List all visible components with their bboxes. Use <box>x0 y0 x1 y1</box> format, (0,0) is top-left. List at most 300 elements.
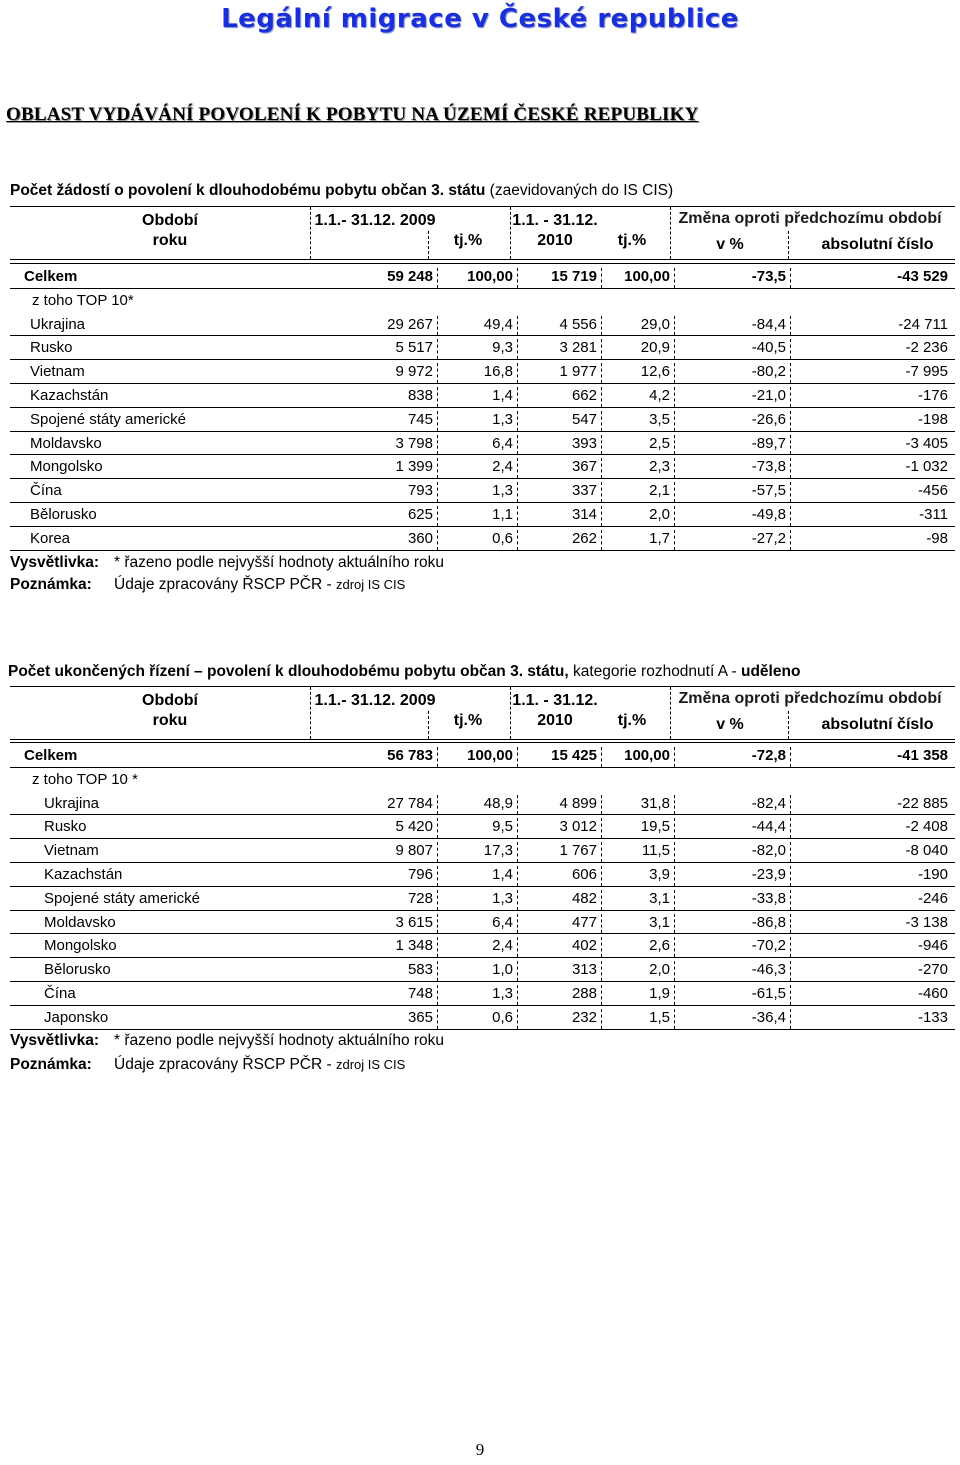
cell-v2010 <box>517 768 597 791</box>
cell-p2010: 19,5 <box>640 818 670 836</box>
cell-p2010: 2,0 <box>649 506 670 523</box>
column-divider <box>790 747 791 767</box>
cell-v2009: 9 972 <box>395 363 433 381</box>
cell-v2010: 1 977 <box>559 363 597 381</box>
cell-p2010: 29,0 <box>640 315 670 333</box>
page-number: 9 <box>475 1440 485 1459</box>
cell-p2009: 100,00 <box>467 747 513 764</box>
cell-v2009: 29 267 <box>387 315 433 333</box>
cell-chg <box>676 768 786 791</box>
column-divider <box>517 795 518 815</box>
header-separator <box>310 687 311 739</box>
cell-abs: -41 358 <box>897 747 948 764</box>
column-divider <box>674 985 675 1005</box>
cell-chg: -23,9 <box>751 866 786 883</box>
cell-v2009: 59 248 <box>387 268 433 285</box>
cell-chg: -26,6 <box>751 410 786 428</box>
cell-p2009 <box>433 768 513 791</box>
column-divider <box>601 961 602 981</box>
cell-p2009: 2,4 <box>492 458 513 476</box>
header-change-pct: v % <box>716 236 744 253</box>
cell-abs: -190 <box>917 866 948 883</box>
cell-v2010: 3 012 <box>559 818 597 836</box>
column-divider <box>437 530 438 550</box>
cell-p2010: 20,9 <box>640 339 670 357</box>
table-row <box>10 527 955 550</box>
column-divider <box>790 268 791 288</box>
column-divider <box>437 747 438 767</box>
cell-p2009: 1,4 <box>492 866 513 883</box>
cell-p2010: 2,5 <box>649 434 670 452</box>
row-divider <box>10 742 955 743</box>
header-2010: 1.1. - 31.12. 2010 <box>512 212 598 249</box>
cell-v2009: 625 <box>407 506 433 523</box>
note-label: Vysvětlivka: <box>10 554 100 571</box>
cell-chg: -89,7 <box>751 434 786 452</box>
column-divider <box>674 506 675 526</box>
cell-p2009: 6,4 <box>492 913 513 931</box>
column-divider <box>437 316 438 336</box>
cell-abs: -270 <box>917 961 948 979</box>
column-divider <box>790 363 791 383</box>
cell-p2010: 3,5 <box>649 410 670 428</box>
cell-abs: -311 <box>919 506 948 523</box>
column-divider <box>674 411 675 431</box>
column-divider <box>517 506 518 526</box>
cell-abs: -1 032 <box>905 458 948 476</box>
column-divider <box>790 458 791 478</box>
column-divider <box>601 866 602 886</box>
cell-v2010: 3 281 <box>559 339 597 357</box>
cell-p2009: 0,6 <box>492 1008 513 1026</box>
caption-end: uděleno <box>741 663 801 680</box>
column-divider <box>674 961 675 981</box>
remark-note <box>10 1056 405 1074</box>
cell-p2010: 11,5 <box>641 842 670 860</box>
cell-v2009: 9 807 <box>395 842 433 860</box>
cell-p2009: 1,0 <box>492 961 513 979</box>
header-change-abs: absolutní číslo <box>821 236 934 253</box>
cell-abs <box>808 768 948 791</box>
column-divider <box>790 937 791 957</box>
column-divider <box>517 747 518 767</box>
column-divider <box>517 961 518 981</box>
column-divider <box>674 890 675 910</box>
column-divider <box>437 458 438 478</box>
cell-p2009: 0,6 <box>492 529 513 547</box>
cell-v2010: 547 <box>571 410 597 428</box>
row-divider <box>10 1029 955 1030</box>
header-separator <box>788 231 789 259</box>
column-divider <box>601 842 602 862</box>
cell-v2010: 1 767 <box>559 842 597 860</box>
column-divider <box>790 530 791 550</box>
table-row <box>10 863 955 886</box>
column-divider <box>517 363 518 383</box>
column-divider <box>517 866 518 886</box>
header-period: Období roku <box>142 212 198 249</box>
cell-p2010: 2,3 <box>649 458 670 476</box>
cell-p2010: 1,7 <box>649 529 670 547</box>
cell-v2010: 313 <box>571 961 597 979</box>
header-change-abs: absolutní číslo <box>821 716 934 733</box>
column-divider <box>790 961 791 981</box>
column-divider <box>674 339 675 359</box>
caption-rest: kategorie rozhodnutí A - <box>572 663 741 680</box>
column-divider <box>790 1009 791 1029</box>
header-pct-2009: tj.% <box>453 712 483 729</box>
column-divider <box>601 795 602 815</box>
caption-rest: (zaevidovaných do IS CIS) <box>489 182 674 199</box>
table-row <box>10 934 955 957</box>
column-divider <box>517 339 518 359</box>
header-change: Změna oproti předchozímu období <box>678 690 942 707</box>
cell-v2010: 662 <box>571 387 597 404</box>
cell-p2009: 9,5 <box>492 818 513 836</box>
cell-abs: -946 <box>917 937 948 955</box>
table-row <box>10 313 955 336</box>
cell-p2010: 3,1 <box>649 913 670 931</box>
cell-chg: -70,2 <box>751 937 786 955</box>
column-divider <box>601 1009 602 1029</box>
note-source: zdroj IS CIS <box>335 577 406 592</box>
cell-p2010 <box>590 768 670 791</box>
header-2009: 1.1.- 31.12. 2009 <box>314 692 436 709</box>
column-divider <box>674 937 675 957</box>
table-row <box>10 432 955 455</box>
table-row <box>10 768 955 791</box>
column-divider <box>674 482 675 502</box>
cell-p2009: 1,3 <box>492 410 513 428</box>
column-divider <box>517 530 518 550</box>
column-divider <box>517 890 518 910</box>
cell-p2010: 31,8 <box>640 794 670 812</box>
row-label: Vietnam <box>44 842 99 860</box>
column-divider <box>517 458 518 478</box>
cell-v2010: 337 <box>571 482 597 500</box>
header-separator <box>670 207 671 259</box>
note-text: * řazeno podle nejvyšší hodnoty aktuálního roku <box>114 554 445 571</box>
cell-p2010: 100,00 <box>624 268 670 285</box>
column-divider <box>674 387 675 407</box>
table-row <box>10 744 955 767</box>
column-divider <box>437 890 438 910</box>
cell-v2010: 15 719 <box>551 268 597 285</box>
row-label: Bělorusko <box>44 961 111 979</box>
cell-v2009: 745 <box>407 410 433 428</box>
note-label: Vysvětlivka: <box>10 1032 100 1049</box>
table-row <box>10 455 955 478</box>
table-row <box>10 408 955 431</box>
row-label: Japonsko <box>44 1008 109 1026</box>
table-row <box>10 911 955 934</box>
table-row <box>10 336 955 359</box>
column-divider <box>437 818 438 838</box>
cell-v2010 <box>517 289 597 312</box>
cell-p2010: 1,5 <box>649 1008 670 1026</box>
table-row <box>10 982 955 1005</box>
column-divider <box>437 914 438 934</box>
column-divider <box>437 339 438 359</box>
cell-chg <box>676 289 786 312</box>
cell-chg: -72,8 <box>751 747 786 764</box>
column-divider <box>601 435 602 455</box>
column-divider <box>601 985 602 1005</box>
table-row <box>10 503 955 526</box>
row-divider <box>10 550 955 551</box>
row-label: Rusko <box>44 818 87 836</box>
caption-main: Počet žádostí o povolení k dlouhodobému pobytu občan 3. státu <box>10 182 486 199</box>
column-divider <box>601 458 602 478</box>
cell-p2010: 4,2 <box>649 387 670 404</box>
cell-v2009 <box>313 768 433 791</box>
cell-p2009: 1,4 <box>492 387 513 404</box>
row-label: Spojené státy americké <box>44 889 200 907</box>
cell-v2010: 15 425 <box>551 747 597 764</box>
column-divider <box>517 387 518 407</box>
cell-p2009: 1,3 <box>492 889 513 907</box>
column-divider <box>674 818 675 838</box>
column-divider <box>437 937 438 957</box>
cell-chg: -73,8 <box>751 458 786 476</box>
row-divider <box>10 263 955 264</box>
column-divider <box>790 387 791 407</box>
table-header <box>10 686 955 740</box>
cell-p2009 <box>433 289 513 312</box>
header-2010: 1.1. - 31.12. 2010 <box>512 692 598 729</box>
column-divider <box>517 1009 518 1029</box>
cell-v2009 <box>313 289 433 312</box>
header-pct-2009: tj.% <box>453 232 483 249</box>
table-row <box>10 1006 955 1029</box>
cell-abs: -246 <box>917 889 948 907</box>
column-divider <box>674 363 675 383</box>
cell-chg: -49,8 <box>751 506 786 523</box>
note-label: Poznámka: <box>10 1056 92 1073</box>
cell-chg: -80,2 <box>751 363 786 381</box>
cell-v2010: 402 <box>571 937 597 955</box>
column-divider <box>674 316 675 336</box>
cell-p2010: 3,9 <box>649 866 670 883</box>
table-row <box>10 887 955 910</box>
cell-abs: -43 529 <box>897 268 948 285</box>
cell-abs: -98 <box>926 529 948 547</box>
column-divider <box>790 482 791 502</box>
row-label: z toho TOP 10 * <box>32 770 138 788</box>
table-header <box>10 206 955 260</box>
column-divider <box>790 866 791 886</box>
remark-note <box>10 576 405 594</box>
column-divider <box>601 363 602 383</box>
column-divider <box>437 363 438 383</box>
cell-p2009: 1,3 <box>492 482 513 500</box>
column-divider <box>437 268 438 288</box>
cell-p2009: 9,3 <box>492 339 513 357</box>
column-divider <box>437 435 438 455</box>
cell-p2010: 2,6 <box>649 937 670 955</box>
explanation-note <box>10 1032 444 1050</box>
cell-chg: -86,8 <box>751 913 786 931</box>
cell-v2009: 748 <box>407 985 433 1002</box>
column-divider <box>790 795 791 815</box>
column-divider <box>674 1009 675 1029</box>
cell-abs: -456 <box>917 482 948 500</box>
cell-v2009: 3 615 <box>395 913 433 931</box>
cell-abs: -460 <box>917 985 948 1002</box>
cell-v2010: 477 <box>571 913 597 931</box>
header-separator <box>310 207 311 259</box>
row-label: Spojené státy americké <box>30 410 186 428</box>
column-divider <box>790 985 791 1005</box>
row-label: Mongolsko <box>30 458 103 476</box>
column-divider <box>790 842 791 862</box>
cell-p2009: 1,3 <box>492 985 513 1002</box>
cell-chg: -44,4 <box>751 818 786 836</box>
column-divider <box>517 316 518 336</box>
column-divider <box>674 747 675 767</box>
table-row <box>10 792 955 815</box>
cell-v2009: 728 <box>407 889 433 907</box>
column-divider <box>517 818 518 838</box>
table-caption <box>10 182 673 200</box>
column-divider <box>790 339 791 359</box>
column-divider <box>674 268 675 288</box>
cell-v2009: 5 517 <box>395 339 433 357</box>
cell-p2010: 3,1 <box>649 889 670 907</box>
cell-p2009: 1,1 <box>492 506 513 523</box>
cell-v2009: 1 348 <box>395 937 433 955</box>
column-divider <box>517 268 518 288</box>
caption-main: Počet ukončených řízení – povolení k dlouhodobému pobytu občan 3. státu, <box>8 663 569 680</box>
cell-v2010: 314 <box>571 506 597 523</box>
column-divider <box>601 914 602 934</box>
note-text: Údaje zpracovány ŘSCP PČR - <box>114 576 336 593</box>
column-divider <box>601 268 602 288</box>
column-divider <box>674 435 675 455</box>
column-divider <box>674 795 675 815</box>
header-pct-2010: tj.% <box>617 232 647 249</box>
row-label: Mongolsko <box>44 937 117 955</box>
cell-chg: -73,5 <box>751 268 786 285</box>
note-source: zdroj IS CIS <box>335 1057 406 1072</box>
cell-abs: -7 995 <box>905 363 948 381</box>
cell-v2010: 367 <box>571 458 597 476</box>
cell-p2010: 100,00 <box>624 747 670 764</box>
column-divider <box>601 339 602 359</box>
row-label: Rusko <box>30 339 73 357</box>
cell-v2009: 583 <box>407 961 433 979</box>
cell-v2010: 288 <box>571 985 597 1002</box>
column-divider <box>517 937 518 957</box>
column-divider <box>437 1009 438 1029</box>
cell-v2009: 27 784 <box>387 794 433 812</box>
header-separator <box>510 687 511 739</box>
cell-chg: -82,4 <box>751 794 786 812</box>
column-divider <box>601 411 602 431</box>
column-divider <box>517 842 518 862</box>
column-divider <box>437 795 438 815</box>
header-pct-2010: tj.% <box>617 712 647 729</box>
cell-p2010: 2,0 <box>649 961 670 979</box>
header-separator <box>510 207 511 259</box>
table-row <box>10 265 955 288</box>
cell-v2009: 56 783 <box>387 747 433 764</box>
column-divider <box>601 316 602 336</box>
cell-chg: -46,3 <box>751 961 786 979</box>
row-label: Ukrajina <box>44 794 100 812</box>
column-divider <box>601 937 602 957</box>
cell-abs: -198 <box>917 410 948 428</box>
cell-abs: -22 885 <box>897 794 948 812</box>
cell-v2010: 393 <box>571 434 597 452</box>
cell-abs: -133 <box>917 1008 948 1026</box>
header-separator <box>670 687 671 739</box>
row-label: Kazachstán <box>44 866 123 883</box>
note-label: Poznámka: <box>10 576 92 593</box>
cell-p2009: 16,8 <box>483 363 513 381</box>
cell-abs: -3 405 <box>905 434 948 452</box>
column-divider <box>601 530 602 550</box>
cell-v2009: 5 420 <box>395 818 433 836</box>
column-divider <box>517 482 518 502</box>
cell-abs: -24 711 <box>898 315 948 333</box>
cell-v2009: 1 399 <box>395 458 433 476</box>
column-divider <box>674 914 675 934</box>
header-change: Změna oproti předchozímu období <box>678 210 942 227</box>
cell-v2010: 4 899 <box>559 794 597 812</box>
column-divider <box>790 914 791 934</box>
header-separator <box>428 231 429 259</box>
table-row <box>10 360 955 383</box>
cell-v2010: 606 <box>571 866 597 883</box>
column-divider <box>601 818 602 838</box>
cell-chg: -84,4 <box>751 315 786 333</box>
row-label: Čína <box>30 482 62 500</box>
table-row <box>10 384 955 407</box>
column-divider <box>437 842 438 862</box>
cell-v2009: 796 <box>407 866 433 883</box>
page-title: Legální migrace v České republice <box>221 4 739 34</box>
cell-p2010: 12,6 <box>640 363 670 381</box>
column-divider <box>790 890 791 910</box>
column-divider <box>437 411 438 431</box>
row-label: Moldavsko <box>44 913 116 931</box>
cell-p2009: 100,00 <box>467 268 513 285</box>
cell-v2010: 4 556 <box>559 315 597 333</box>
row-label: Čína <box>44 985 76 1002</box>
column-divider <box>790 411 791 431</box>
cell-v2009: 3 798 <box>395 434 433 452</box>
row-label: Kazachstán <box>30 387 109 404</box>
column-divider <box>601 890 602 910</box>
explanation-note <box>10 554 444 572</box>
note-text: * řazeno podle nejvyšší hodnoty aktuálního roku <box>114 1032 445 1049</box>
cell-v2010: 482 <box>571 889 597 907</box>
cell-abs: -8 040 <box>905 842 948 860</box>
header-separator <box>788 711 789 739</box>
cell-p2010 <box>590 289 670 312</box>
row-label: Vietnam <box>30 363 85 381</box>
cell-abs: -3 138 <box>905 913 948 931</box>
table-row <box>10 479 955 502</box>
row-label: Moldavsko <box>30 434 102 452</box>
column-divider <box>437 961 438 981</box>
cell-p2009: 2,4 <box>492 937 513 955</box>
column-divider <box>674 842 675 862</box>
cell-v2010: 262 <box>571 529 597 547</box>
cell-chg: -21,0 <box>751 387 786 404</box>
cell-chg: -40,5 <box>751 339 786 357</box>
